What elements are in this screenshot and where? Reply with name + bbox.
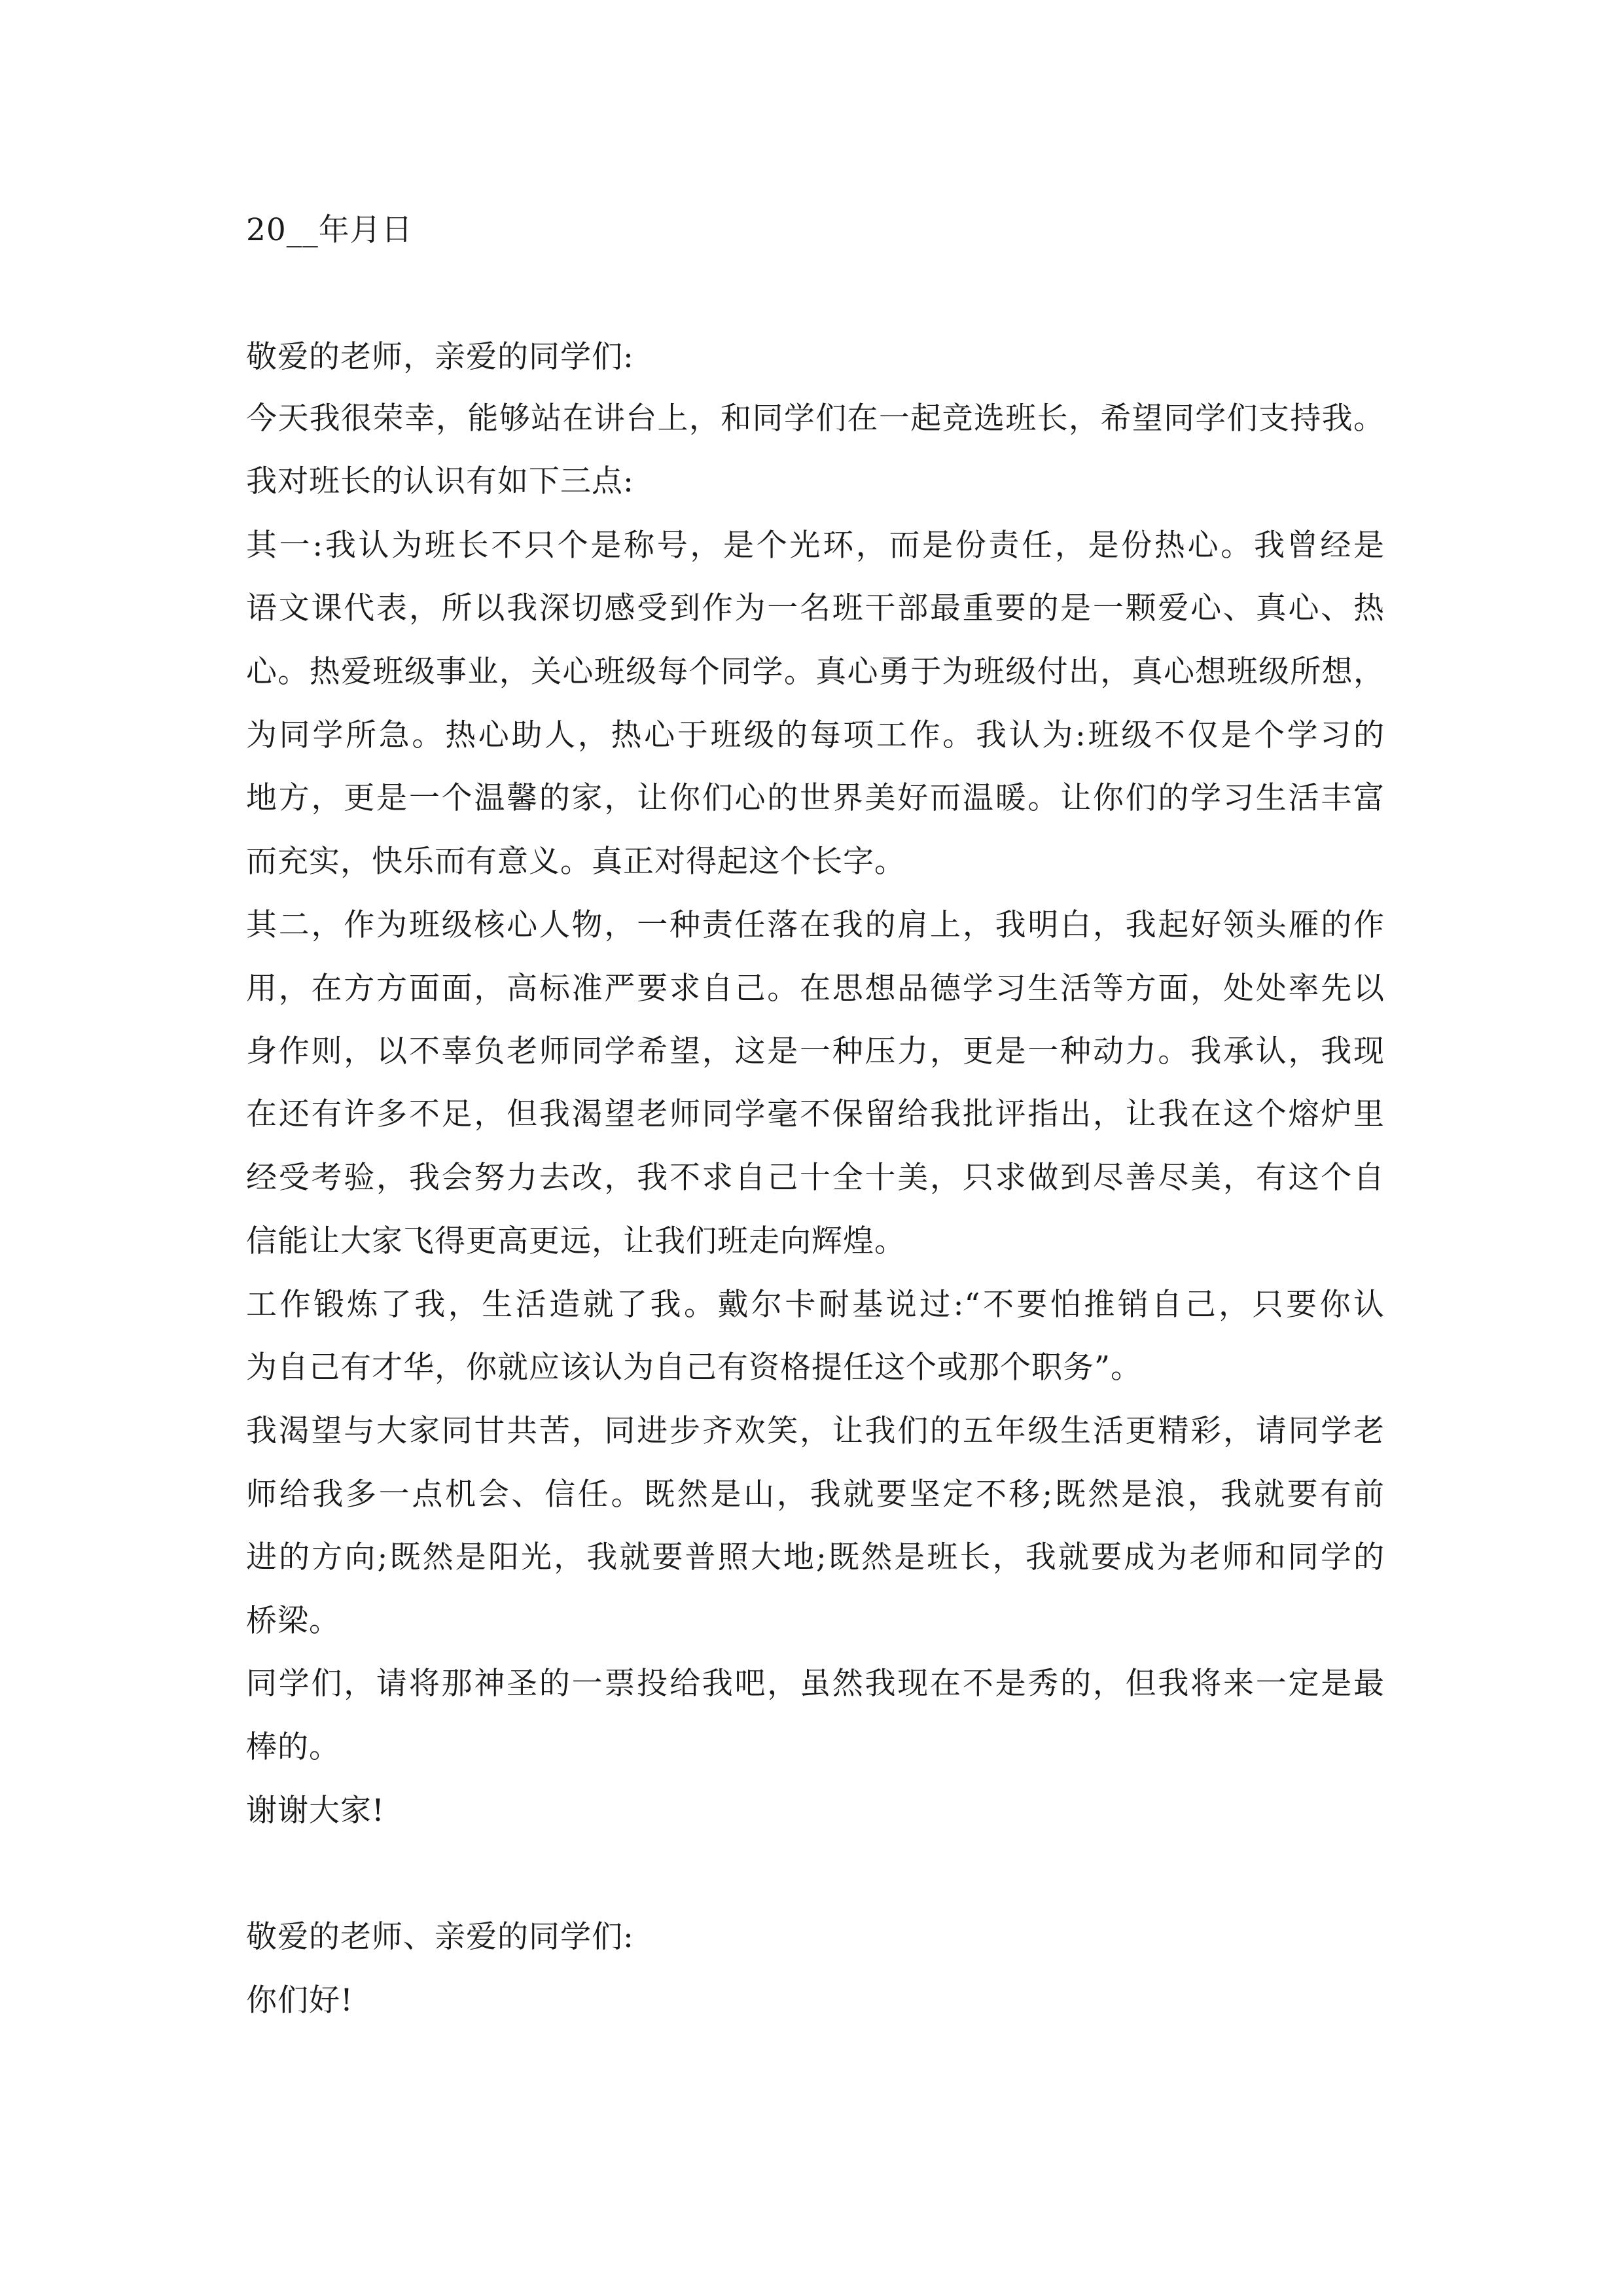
speech1-line-20: 桥梁。: [246, 1603, 340, 1639]
speech1-line-10: 用，在方方面面，高标准严要求自己。在思想品德学习生活等方面，处处率先以: [246, 971, 1385, 1007]
speech2-greeting: 你们好!: [246, 1982, 353, 2018]
speech1-line-3: 其一:我认为班长不只个是称号，是个光环，而是份责任，是份热心。我曾经是: [246, 528, 1385, 564]
speech1-line-14: 信能让大家飞得更高更远，让我们班走向辉煌。: [246, 1223, 906, 1259]
speech1-salutation: 敬爱的老师，亲爱的同学们:: [246, 339, 634, 375]
speech1-line-11: 身作则，以不辜负老师同学希望，这是一种压力，更是一种动力。我承认，我现: [246, 1033, 1385, 1069]
date-line: 20__年月日: [246, 212, 413, 248]
speech1-line-21: 同学们，请将那神圣的一票投给我吧，虽然我现在不是秀的，但我将来一定是最: [246, 1666, 1385, 1702]
speech1-line-9: 其二，作为班级核心人物，一种责任落在我的肩上，我明白，我起好领头雁的作: [246, 907, 1385, 943]
speech1-line-2: 我对班长的认识有如下三点:: [246, 463, 634, 499]
speech1-line-22: 棒的。: [246, 1729, 340, 1765]
speech1-line-6: 为同学所急。热心助人，热心于班级的每项工作。我认为:班级不仅是个学习的: [246, 717, 1385, 753]
speech1-closing: 谢谢大家!: [246, 1793, 385, 1829]
speech1-line-8: 而充实，快乐而有意义。真正对得起这个长字。: [246, 844, 906, 880]
speech1-line-15: 工作锻炼了我，生活造就了我。戴尔卡耐基说过:“不要怕推销自己，只要你认: [246, 1287, 1385, 1323]
speech1-line-19: 进的方向;既然是阳光，我就要普照大地;既然是班长，我就要成为老师和同学的: [246, 1539, 1385, 1575]
speech1-line-18: 师给我多一点机会、信任。既然是山，我就要坚定不移;既然是浪，我就要有前: [246, 1477, 1385, 1513]
speech1-line-16: 为自己有才华，你就应该认为自己有资格提任这个或那个职务”。: [246, 1350, 1143, 1386]
speech1-line-17: 我渴望与大家同甘共苦，同进步齐欢笑，让我们的五年级生活更精彩，请同学老: [246, 1413, 1385, 1449]
speech1-line-1: 今天我很荣幸，能够站在讲台上，和同学们在一起竞选班长，希望同学们支持我。: [246, 401, 1385, 437]
speech2-salutation: 敬爱的老师、亲爱的同学们:: [246, 1919, 634, 1955]
speech1-line-7: 地方，更是一个温馨的家，让你们心的世界美好而温暖。让你们的学习生活丰富: [246, 780, 1385, 816]
speech1-line-13: 经受考验，我会努力去改，我不求自己十全十美，只求做到尽善尽美，有这个自: [246, 1160, 1385, 1196]
speech1-line-4: 语文课代表，所以我深切感受到作为一名班干部最重要的是一颗爱心、真心、热: [246, 590, 1385, 626]
speech1-line-5: 心。热爱班级事业，关心班级每个同学。真心勇于为班级付出，真心想班级所想，: [246, 654, 1385, 690]
speech1-line-12: 在还有许多不足，但我渴望老师同学毫不保留给我批评指出，让我在这个熔炉里: [246, 1096, 1385, 1132]
